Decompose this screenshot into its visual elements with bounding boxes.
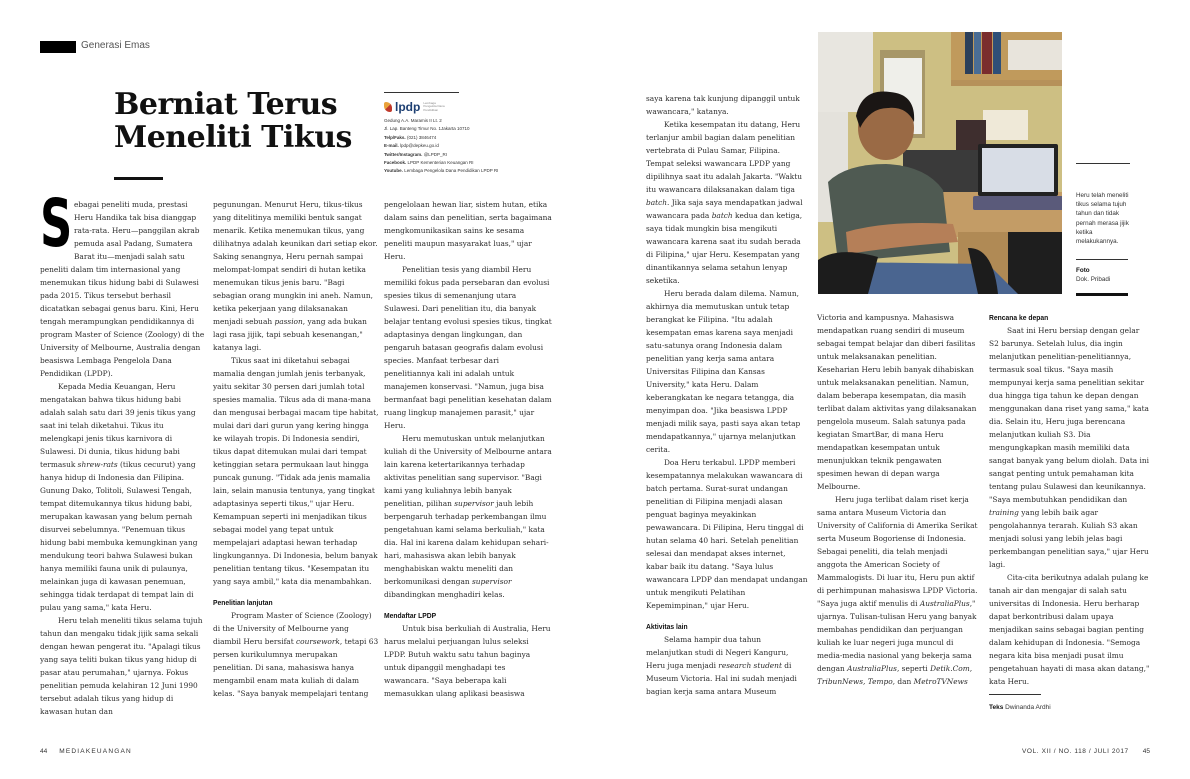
- title-line-2: Meneliti Tikus: [114, 120, 352, 155]
- byline-label: Teks: [989, 704, 1004, 711]
- paragraph: Selama hampir dua tahun melanjutkan studi di Negeri Kanguru, Heru juga menjadi research student di Museum Victoria. Hal ini sudah menjadi bagian kerja sama antara Museum: [646, 635, 797, 696]
- title-line-1: Berniat Terus: [114, 87, 338, 122]
- twitter-line: Twitter/Instagram. @LPDP_RI: [384, 151, 448, 157]
- byline-divider: [989, 694, 1041, 695]
- section-label: Generasi Emas: [81, 40, 150, 51]
- page-number-right: 45: [1142, 748, 1150, 755]
- photo-illustration: [818, 32, 1062, 294]
- paragraph: Untuk bisa berkuliah di Australia, Heru harus melalui perjuangan lulus seleksi LPDP. Butuh waktu satu tahun baginya untuk dipanggil menghadapi tes wawancara. "Saya beberapa kali memasukkan ulang aplikasi beasiswa: [384, 624, 551, 698]
- subheading-penelitian-lanjutan: Penelitian lanjutan: [213, 598, 273, 607]
- phone-line: Telp/Faks. (021) 3846474: [384, 134, 437, 140]
- paragraph: Heru memutuskan untuk melanjutkan kuliah di the University of Melbourne antara lain karena ketertarikannya terhadap aktivitas penelitian sang supervisor. "Bagi kami yang kuliahnya lebih banyak penelitian, pilihan supervisor jauh lebih berpengaruh terhadap perkembangan ilmu pengetahuan kami selama berkuliah," kata dia. Hal ini karena dalam kehidupan sehari-hari, mahasiswa akan lebih banyak menghabiskan waktu meneliti dan berkomunikasi dengan supervisor dibandingkan menghadiri kelas.: [384, 434, 552, 599]
- subheading-aktivitas-lain: Aktivitas lain: [646, 622, 688, 631]
- paragraph: Kepada Media Keuangan, Heru mengatakan bahwa tikus hidung babi adalah salah satu dari 39 jenis tikus yang saat ini telah diketahui. Tikus itu melengkapi jenis tikus karnivora di Sulawesi. Di dunia, tikus hidung babi termasuk shrew-rats (tikus cecurut) yang hanya hidup di Indonesia dan Filipina. Gunung Dako, Tolitoli, Sulawesi Tengah, tempat ditemukannya tikus hidung babi, merupakan kawasan yang belum pernah disurvei sebelumnya. "Penemuan tikus hidung babi membuka kemungkinan yang mendukung teori bahwa Sulawesi bukan hanya memiliki fauna unik di pulaunya, melainkan juga di kawasan penemuan, sehingga tidak terdapat di tempat lain di pulau yang sama," kata Heru.: [40, 382, 198, 612]
- paragraph: Heru berada dalam dilema. Namun, akhirnya dia memutuskan untuk tetap berangkat ke Filipina. "Itu adalah kesempatan emas karena saya menjadi satu-satunya orang Indonesia dalam penelitian yang kerja sama antara Universitas Filipina dan Kansas University," kata Heru. Dalam keberangkatan ke negara tetangga, dia menyimpan doa. "Jika beasiswa LPDP menjadi milik saya, pasti saya akan tetap mendapatkannya," ujarnya melanjutkan cerita.: [646, 289, 801, 454]
- subheading-rencana-ke-depan: Rencana ke depan: [989, 313, 1049, 322]
- paragraph: Cita-cita berikutnya adalah pulang ke tanah air dan mengajar di salah satu universitas di Indonesia. Heru berharap dapat berkontribusi dalam upaya menjadikan sains sebagai bagian penting dalam kehidupan di Indonesia. "Semoga negara kita bisa menjadi pusat ilmu pengetahuan hayati di masa akan datang," kata Heru.: [989, 573, 1150, 686]
- photo-credit-source: Dok. Pribadi: [1076, 276, 1111, 283]
- lpdp-logo-text: lpdp: [395, 100, 421, 114]
- paragraph: Penelitian tesis yang diambil Heru memiliki fokus pada persebaran dan evolusi spesies tikus di semenanjung utara Sulawesi. Dari penelitian itu, dia banyak belajar tentang evolusi spesies tikus, tingkat adaptasinya dengan lingkungan, dan pengaruh batasan geografis dalam evolusi species. Manfaat terbesar dari penelitiannya kali ini adalah untuk manajemen konservasi. "Namun, juga bisa bermanfaat bagi penelitian kesehatan dalam ruang lingkup manajemen parasit," ujar Heru.: [384, 265, 552, 430]
- paragraph: Tikus saat ini diketahui sebagai mamalia dengan jumlah jenis terbanyak, yaitu sekitar 30 persen dari jumlah total spesies mamalia. Tikus ada di mana-mana dan mengusai berbagai macam tipe habitat, mulai dari dari gurun yang kering hingga ke wilayah tropis. Di Indonesia sendiri, tikus dapat ditemukan mulai dari tempat ketinggian setara permukaan laut hingga puncak gunung. "Tidak ada jenis mamalia lain, selain manusia tentunya, yang tingkat adaptasinya seperti tikus," ujar Heru. Kemampuan seperti ini menjadikan tikus sebagai model yang tepat untuk mempelajari adaptasi hewan terhadap lingkungannya. Di Indonesia, belum banyak penelitian tentang tikus. "Kesempatan itu yang saya ambil," kata dia menambahkan.: [213, 356, 379, 586]
- subheading-mendaftar-lpdp: Mendaftar LPDP: [384, 611, 437, 620]
- portrait-photo: [818, 32, 1062, 294]
- issue-info: VOL. XII / NO. 118 / JULI 2017: [1022, 748, 1129, 755]
- body-column-4: [646, 92, 809, 698]
- photo-credit: [1076, 266, 1110, 284]
- title-divider: [114, 177, 163, 180]
- body-column-2: [213, 198, 379, 700]
- address-line-1: Gedung A.A. Maramis II Lt. 2: [384, 118, 442, 123]
- caption-divider-middle: [1076, 259, 1128, 260]
- youtube-line: Youtube. Lembaga Pengelola Dana Pendidikan LPDP RI: [384, 168, 499, 174]
- paragraph: Program Master of Science (Zoology) di the University of Melbourne yang diambil Heru bersifat coursework, tetapi 63 persen kurikulumnya merupakan penelitian. Di sana, mahasiswa hanya mengambil enam mata kuliah di dalam kelas. "Saya banyak mempelajari tentang: [213, 611, 379, 698]
- email-line: E-mail. lpdp@depkeu.go.id: [384, 143, 439, 149]
- body-column-1: [40, 185, 206, 718]
- paragraph: pengelolaan hewan liar, sistem hutan, etika dalam sains dan penelitian, serta bagaimana mengkomunikasikan sains ke sesama peneliti maupun masyarakat luas," ujar Heru.: [384, 200, 552, 261]
- footer-left: [40, 748, 132, 755]
- email-link[interactable]: lpdp@depkeu.go.id: [400, 143, 439, 149]
- caption-divider-bottom: [1076, 293, 1128, 296]
- drop-cap: S: [40, 185, 73, 262]
- section-marker: [40, 41, 76, 53]
- paragraph: Saat ini Heru bersiap dengan gelar S2 barunya. Setelah lulus, dia ingin melanjutkan penelitian-penelitiannya, termasuk soal tikus. "Saya masih mempunyai kerja sama penelitian sekitar dua hingga tiga tahun ke depan dengan menggunakan dana riset yang sama," kata dia. Selain itu, Heru juga berencana melanjutkan kuliah S3. Dia mengungkapkan masih memiliki data sangat banyak yang belum diolah. Data ini sangat penting untuk pemahaman kita tentang pulau Sulawesi dan keunikannya. "Saya membutuhkan pendidikan dan training yang lebih baik agar pengolahannya terarah. Kuliah S3 akan menjadi solusi yang lebih jelas bagi perkembangan penelitian saya," ujar Heru lagi.: [989, 326, 1150, 569]
- photo-credit-label: Foto: [1076, 267, 1090, 274]
- caption-divider-top: [1076, 163, 1130, 164]
- paragraph: Heru telah meneliti tikus selama tujuh tahun dan mengaku tidak jijik sama sekali dengan hewan pengerat itu. "Apalagi tikus yang saya teliti bukan tikus yang hidup di pasar atau perumahan," ujarnya. Fokus penelitian pemuda kelahiran 12 Juni 1990 tersebut adalah tikus yang hidup di kawasan hutan dan: [40, 616, 203, 716]
- paragraph: saya karena tak kunjung dipanggil untuk wawancara," katanya.: [646, 94, 800, 116]
- page-number-left: 44: [40, 748, 48, 755]
- body-column-6: [989, 311, 1151, 688]
- lpdp-logo-icon: [384, 102, 392, 112]
- photo-caption: Heru telah meneliti tikus selama tujuh tahun dan tidak pernah merasa jijik ketika melakukannya.: [1076, 192, 1129, 246]
- lpdp-logo: [384, 100, 449, 114]
- lpdp-contact-info: [384, 117, 524, 176]
- facebook-line: Facebook. LPDP Kementerian Keuangan RI: [384, 160, 474, 166]
- lpdp-logo-subtitle: Lembaga Pengelola Dana Pendidikan: [423, 100, 445, 112]
- article-title: [114, 88, 374, 154]
- lpdp-divider: [384, 92, 459, 93]
- body-column-5: [817, 311, 979, 688]
- magazine-name: MEDIAKEUANGAN: [59, 748, 132, 755]
- paragraph: Heru juga terlibat dalam riset kerja sama antara Museum Victoria dan University of California di Amerika Serikat serta Museum Bogoriense di Indonesia. Sebagai peneliti, dia telah menjadi anggota the American Society of Mammalogists. Di luar itu, Heru pun aktif di perhimpunan mahasiswa LPDP Victoria. "Saya juga aktif menulis di AustraliaPlus," ujarnya. Tulisan-tulisan Heru yang banyak membahas pendidikan dan perjuangan kuliah ke luar negeri juga muncul di media-media nasional yang bekerja sama dengan AustraliaPlus, seperti Detik.Com, TribunNews, Tempo, dan MetroTVNews: [817, 495, 978, 686]
- byline-author: Dwinanda Ardhi: [1005, 704, 1051, 711]
- address-line-2: Jl. Lap. Banteng Timur No. 1Jakarta 10710: [384, 126, 470, 132]
- body-column-3: [384, 198, 552, 700]
- paragraph: Victoria and kampusnya. Mahasiswa mendapatkan ruang sendiri di museum sebagai tempat belajar dan diberi fasilitas untuk melaksanakan penelitian. Keseharian Heru lebih banyak dihabiskan untuk melaksanakan penelitian. Namun, dalam beberapa kesempatan, dia masih terlibat dalam aktivitas yang dilaksanakan pengelola museum. Salah satunya pada kegiatan SmartBar, di mana Heru mendapatkan kesempatan untuk menunjukkan teknik pengawaten spesimen hewan di depan warga Melbourne.: [817, 313, 977, 491]
- footer-right: [1022, 748, 1150, 755]
- paragraph: pegunungan. Menurut Heru, tikus-tikus yang ditelitinya memiliki bentuk sangat menarik. Ketika menemukan tikus, yang dilihatnya adalah keunikan dari setiap ekor. Saking senangnya, Heru pernah sampai melompat-lompat sendiri di hutan ketika menemukan tikus jenis baru. "Bagi sebagian orang mungkin ini aneh. Namun, ketika pekerjaan yang dilaksanakan menjadi sebuah passion, yang ada bukan lagi rasa jijik, tapi sebuah kesenangan," katanya lagi.: [213, 200, 378, 352]
- paragraph: Doa Heru terkabul. LPDP memberi kesempatannya melakukan wawancara di batch pertama. Surat-surat undangan penelitian di Filipina menjadi alasan penguat baginya meyakinkan pewawancara. Di Filipina, Heru tinggal di hutan selama 40 hari. Setelah penelitian selesai dan mendapat akses internet, kabar baik itu datang. "Saya lulus wawancara LPDP dan mendapat undangan untuk mengikuti Pelatihan Kepemimpinan," ujar Heru.: [646, 458, 808, 610]
- paragraph: Sebagai peneliti muda, prestasi Heru Handika tak bisa dianggap rata-rata. Heru—panggilan akrab pemuda asal Padang, Sumatera Barat itu—menjadi salah satu peneliti dalam tim internasional yang menemukan tikus hidung babi di Sulawesi pada 2015. Tikus tersebut berhasil dicatatkan sebagai genus baru. Kini, Heru tengah merampungkan pendidikannya di program Master of Science (Zoology) di the University of Melbourne, Australia dengan beasiswa Lembaga Pengelola Dana Pendidikan (LPDP).: [40, 185, 205, 378]
- byline: [989, 704, 1051, 711]
- paragraph: Ketika kesempatan itu datang, Heru terlanjur ambil bagian dalam penelitian vertebrata di Pulau Samar, Filipina. Tempat seleksi wawancara LPDP yang dipilihnya saat itu adalah Jakarta. "Waktu itu wawancara dilaksanakan dalam tiga batch. Jika saja saya mendapatkan jadwal wawancara pada batch kedua dan ketiga, saya tidak mungkin bisa mengikuti wawancara karena saat itu sudah berada di Filipina," ujar Heru. Kesempatan yang dinantikannya selama setahun lenyap seketika.: [646, 120, 803, 285]
